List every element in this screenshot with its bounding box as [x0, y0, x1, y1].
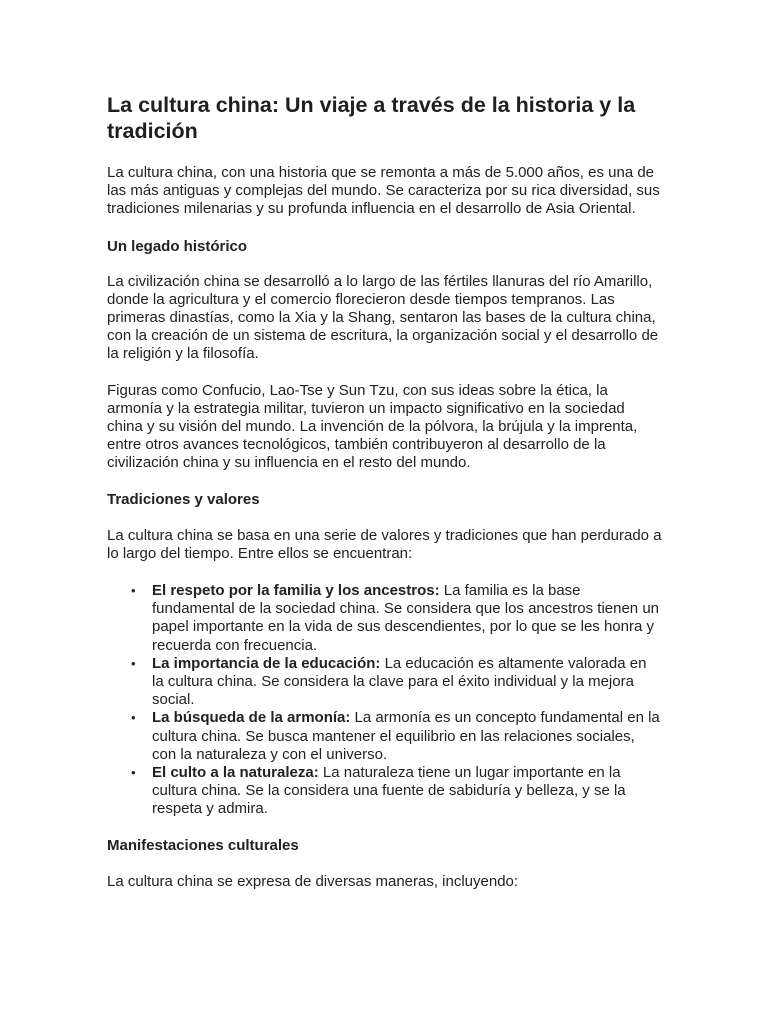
list-item — [131, 582, 662, 655]
list-item-text: La naturaleza tiene un lugar importante en la cultura china. Se la considera una fuente de sabiduría y belleza, y se la respeta y admira. — [152, 764, 626, 818]
list-item — [131, 764, 662, 819]
list-item-text: La armonía es un concepto fundamental en la cultura china. Se busca mantener el equilibrio en las relaciones sociales, con la naturaleza y con el universo. — [152, 709, 660, 763]
bullet-icon: • — [131, 765, 136, 781]
list-item — [131, 709, 662, 764]
list-item-term: La importancia de la educación: — [152, 654, 381, 672]
list-item-term: La búsqueda de la armonía: — [152, 709, 351, 727]
bullet-icon: • — [131, 583, 136, 599]
paragraph-figuras: Figuras como Confucio, Lao-Tse y Sun Tzu, con sus ideas sobre la ética, la armonía y la estrategia militar, tuvieron un impacto significativo en la sociedad china y su visión del mundo. La invención de la pólvora, la brújula y la imprenta, entre otros avances tecnológicos, también contribuyeron al desarrollo de la civilización china y su influencia en el resto del mundo. — [107, 381, 638, 472]
list-item — [131, 654, 662, 710]
bullet-icon: • — [131, 655, 136, 671]
list-item-text: La educación es altamente valorada en la cultura china. Se considera la clave para el éxito individual y la mejora social. — [152, 654, 647, 709]
paragraph-manifestaciones: La cultura china se expresa de diversas maneras, incluyendo: — [107, 872, 519, 890]
section-heading-manifestaciones: Manifestaciones culturales — [107, 836, 299, 854]
list-item-term: El respeto por la familia y los ancestros: — [152, 582, 440, 600]
values-list — [107, 582, 662, 819]
section-heading-tradiciones: Tradiciones y valores — [107, 490, 260, 508]
bullet-icon: • — [131, 710, 136, 726]
paragraph-civilizacion: La civilización china se desarrolló a lo largo de las fértiles llanuras del río Amarillo, donde la agricultura y el comercio florecieron desde tiempos tempranos. Las primeras dinastías, como la Xia y la Shang, sentaron las bases de la cultura china, con la creación de un sistema de escritura, la organización social y el desarrollo de la religión y la filosofía. — [107, 272, 659, 363]
intro-paragraph: La cultura china, con una historia que se remonta a más de 5.000 años, es una de las más antiguas y complejas del mundo. Se caracteriza por su rica diversidad, sus tradiciones milenarias y su profunda influencia en el desarrollo de Asia Oriental. — [107, 164, 660, 218]
list-item-text: La familia es la base fundamental de la sociedad china. Se considera que los ancestros tienen un papel importante en la vida de sus descendientes, por lo que se les honra y recuerda con frecuencia. — [152, 582, 660, 654]
section-heading-legado: Un legado histórico — [107, 237, 248, 255]
document-title: La cultura china: Un viaje a través de la historia y la tradición — [107, 93, 636, 143]
list-item-term: El culto a la naturaleza: — [152, 764, 319, 782]
paragraph-valores: La cultura china se basa en una serie de valores y tradiciones que han perdurado a lo largo del tiempo. Entre ellos se encuentran: — [107, 526, 662, 562]
